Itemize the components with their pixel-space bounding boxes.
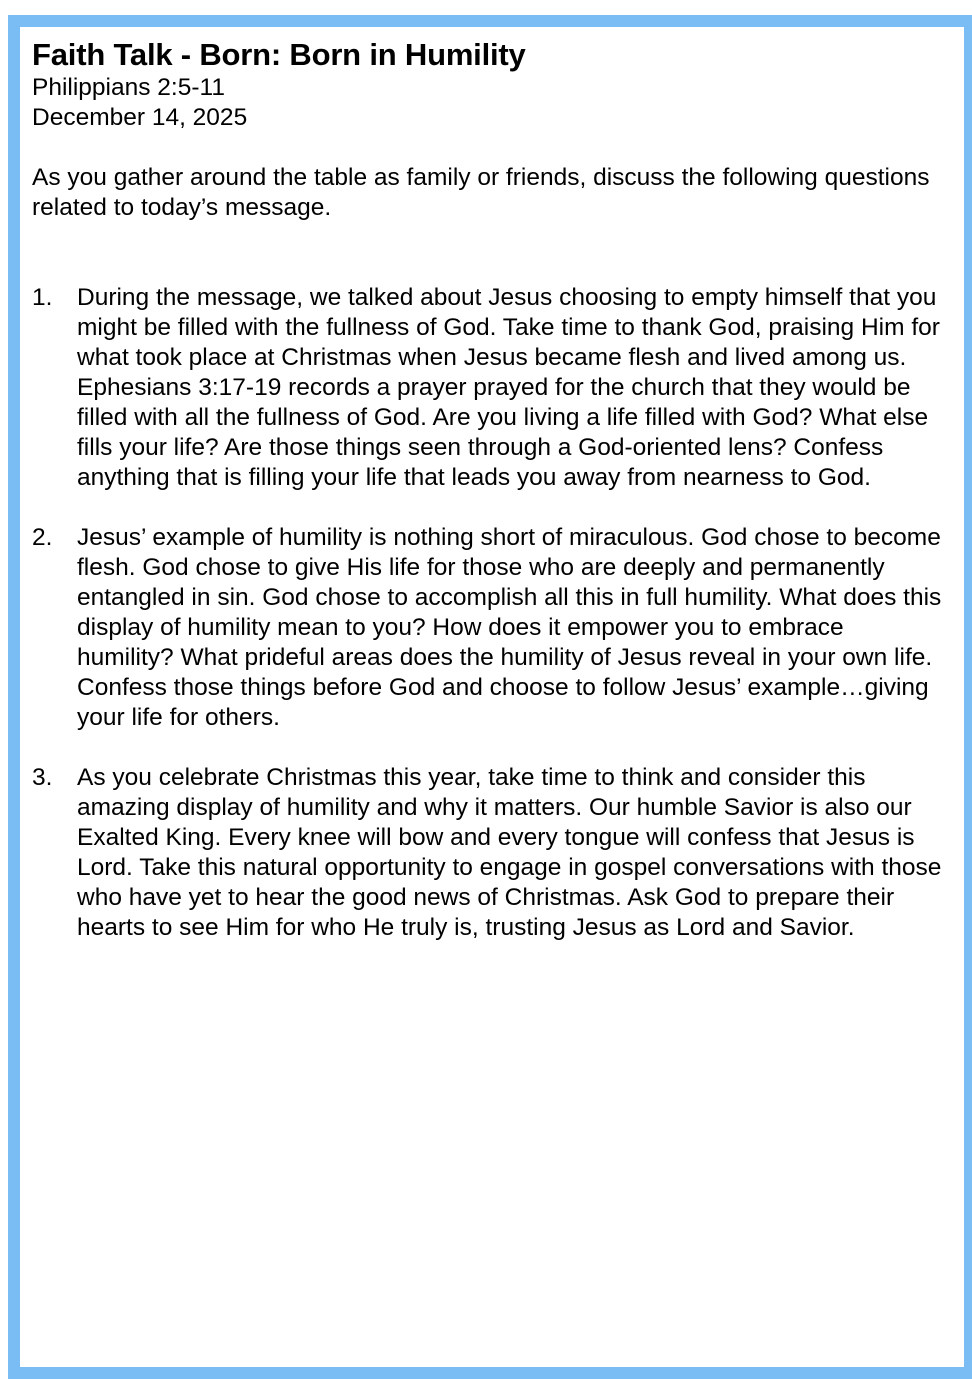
question-number: 2. [32, 524, 53, 551]
question-text: Jesus’ example of humility is nothing short of miraculous. God chose to become flesh. God chose to give His life for those who are deeply and permanently entangled in sin. God chose to accomplish all this in full humility. What does this display of humility mean to you? How does it empower you to embrace humility? What prideful areas does the humility of Jesus reveal in your own life. Confess those things before God and choose to follow Jesus’ example…giving your life for others. [77, 524, 942, 731]
scripture-reference: Philippians 2:5-11 [32, 74, 225, 101]
question-text: As you celebrate Christmas this year, take time to think and consider this amazing display of humility and why it matters. Our humble Savior is also our Exalted King. Every knee will bow and every tongue will confess that Jesus is Lord. Take this natural opportunity to engage in gospel conversations with those who have yet to hear the good news of Christmas. Ask God to prepare their hearts to see Him for who He truly is, trusting Jesus as Lord and Savior. [77, 764, 942, 941]
page-title: Faith Talk - Born: Born in Humility [32, 37, 526, 72]
document-content [32, 37, 944, 973]
date: December 14, 2025 [32, 104, 248, 131]
question-text: During the message, we talked about Jesus choosing to empty himself that you might be filled with the fullness of God. Take time to thank God, praising Him for what took place at Christmas when Jesus became flesh and lived among us. Ephesians 3:17-19 records a prayer prayed for the church that they would be filled with all the fullness of God. Are you living a life filled with God? What else fills your life? Are those things seen through a God-oriented lens? Confess anything that is filling your life that leads you away from nearness to God. [77, 284, 940, 491]
question-item-1 [32, 283, 944, 493]
intro-paragraph: As you gather around the table as family or friends, discuss the following questions related to today’s message. [32, 164, 930, 221]
question-number: 3. [32, 764, 53, 791]
question-list [32, 283, 944, 943]
question-item-2 [32, 523, 944, 733]
document-frame [8, 15, 972, 1379]
question-item-3 [32, 763, 944, 943]
question-number: 1. [32, 284, 53, 311]
